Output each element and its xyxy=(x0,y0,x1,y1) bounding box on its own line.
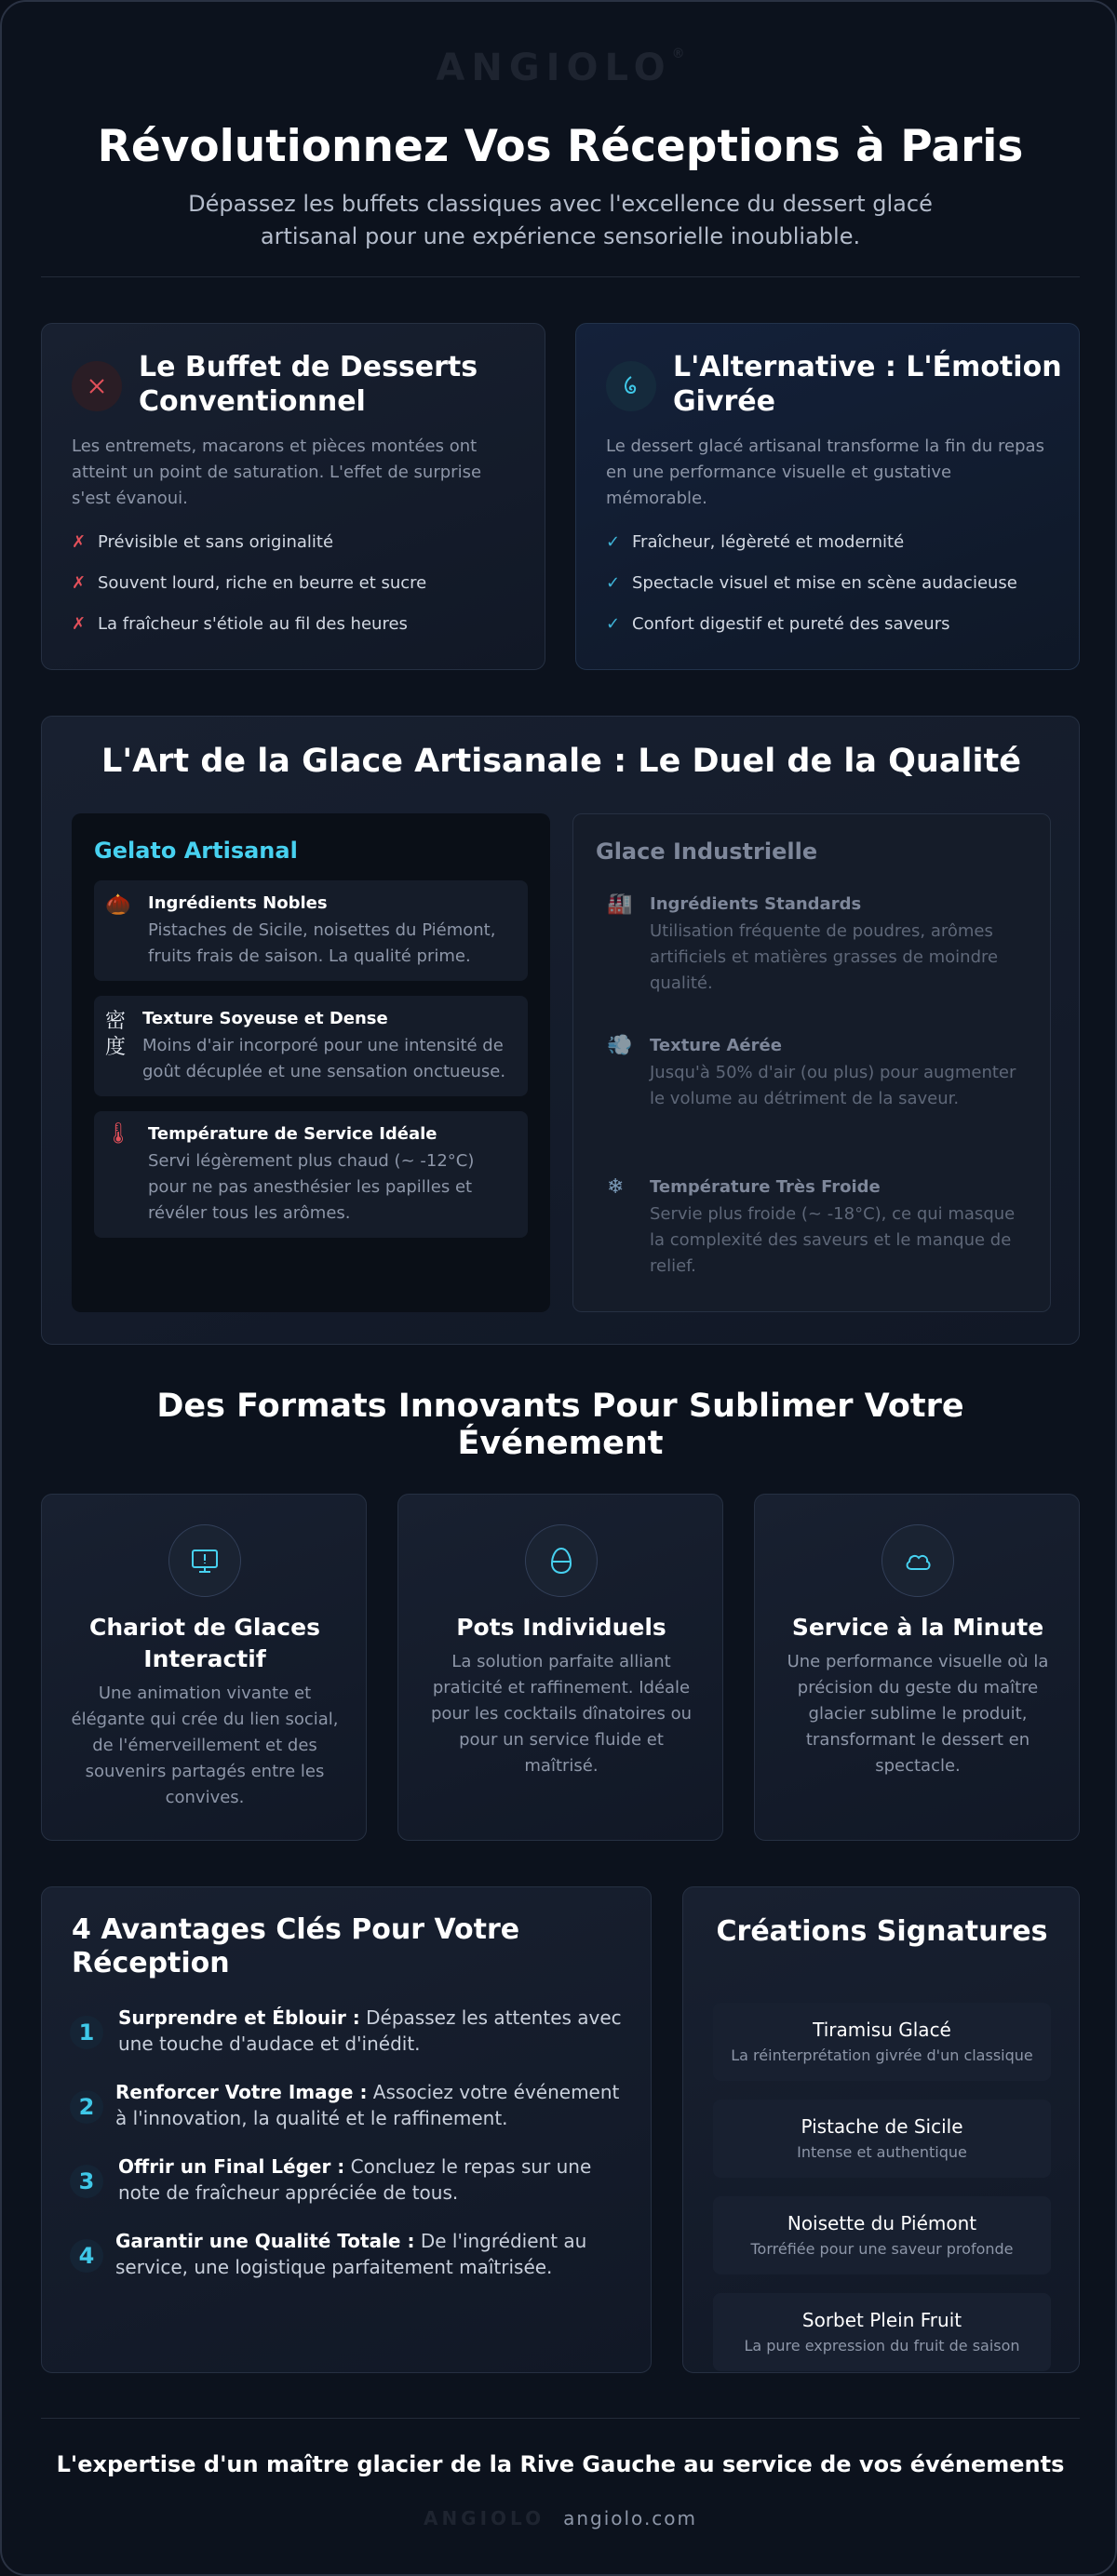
monitor-icon xyxy=(168,1524,241,1597)
footer-tagline: L'expertise d'un maître glacier de la Rive Gauche au service de vos événements xyxy=(56,2451,1065,2477)
format-card: Pots Individuels La solution parfaite alliant praticité et raffinement. Idéale pour les cocktails dînatoires ou pour un service fluide et maîtrisé. xyxy=(397,1494,723,1841)
check-icon: ✓ xyxy=(606,531,621,552)
cross-icon: ✗ xyxy=(72,531,87,552)
cloud-icon xyxy=(881,1524,954,1597)
advantage-number: 2 xyxy=(70,2090,103,2124)
signature-item: Tiramisu Glacé La réinterprétation givrée d'un classique xyxy=(713,2003,1051,2081)
alternative-point: ✓ Fraîcheur, légèreté et modernité xyxy=(606,531,905,552)
advantage-text: Renforcer Votre Image : Associez votre événement à l'innovation, la qualité et le raffinement. xyxy=(115,2081,620,2129)
footer-logo: ANGIOLO xyxy=(423,2507,545,2529)
air-icon: 💨 xyxy=(607,1034,633,1057)
conventional-point: ✗ La fraîcheur s'étiole au fil des heures xyxy=(72,613,408,634)
alternative-point: ✓ Spectacle visuel et mise en scène audacieuse xyxy=(606,572,1017,593)
cross-icon: ✗ xyxy=(72,613,87,634)
advantage-text: Offrir un Final Léger : Concluez le repas sur une note de fraîcheur appréciée de tous. xyxy=(118,2155,592,2204)
cross-icon: ✗ xyxy=(72,572,87,593)
alternative-point: ✓ Confort digestif et pureté des saveurs xyxy=(606,613,950,634)
page-subtitle: Dépassez les buffets classiques avec l'excellence du dessert glacé artisanal pour une expérience sensorielle inoubliable. xyxy=(188,191,933,249)
artisanal-feature: 🌰 Ingrédients Nobles Pistaches de Sicile, noisettes du Piémont, fruits frais de saison. La qualité prime. xyxy=(94,880,528,981)
check-icon: ✓ xyxy=(606,613,621,634)
signature-item: Pistache de Sicile Intense et authentique xyxy=(713,2100,1051,2178)
advantages-title: 4 Avantages Clés Pour Votre Réception xyxy=(72,1913,520,1979)
conventional-description: Les entremets, macarons et pièces montées ont atteint un point de saturation. L'effet de surprise s'est évanoui. xyxy=(72,436,482,508)
thermometer-icon: 🌡 xyxy=(105,1122,131,1146)
industrial-heading: Glace Industrielle xyxy=(596,839,818,865)
advantages-card xyxy=(41,1886,652,2373)
industrial-column: Glace Industrielle 🏭 Ingrédients Standards Utilisation fréquente de poudres, arômes artificiels et matières grasses de moindre qualité. 💨 Texture Aérée Jusqu'à 50% d'air (ou plus) pour augmenter le volume au détriment de la saveur. ❄ Température Très Froide Servie plus froide (~ -18°C), ce qui masque la complexité des saveurs et le manque de relief. xyxy=(572,813,1051,1312)
duel-section xyxy=(41,716,1080,1345)
signature-item: Noisette du Piémont Torréfiée pour une saveur profonde xyxy=(713,2196,1051,2274)
formats-title: Des Formats Innovants Pour Sublimer Votre Événement xyxy=(156,1388,964,1462)
signatures-card xyxy=(682,1886,1080,2373)
footer-divider xyxy=(41,2418,1080,2419)
alternative-description: Le dessert glacé artisanal transforme la fin du repas en une performance visuelle et gustative mémorable. xyxy=(606,436,1044,508)
conventional-card xyxy=(41,323,545,670)
signature-item: Sorbet Plein Fruit La pure expression du fruit de saison xyxy=(713,2293,1051,2371)
footer-brand xyxy=(2,2507,1117,2529)
advantage-number: 1 xyxy=(70,2016,103,2049)
advantage-number: 3 xyxy=(70,2165,103,2198)
artisanal-feature: 🌡 Température de Service Idéale Servi légèrement plus chaud (~ -12°C) pour ne pas anesthésier les papilles et révéler tous les arômes. xyxy=(94,1111,528,1238)
snowflake-icon: ❄ xyxy=(607,1175,625,1199)
header-divider xyxy=(41,276,1080,277)
check-icon: ✓ xyxy=(606,572,621,593)
format-card: Chariot de Glaces Interactif Une animation vivante et élégante qui crée du lien social, de l'émerveillement et des souvenirs partagés entre les convives. xyxy=(41,1494,367,1841)
nut-icon: 🌰 xyxy=(105,893,131,917)
close-icon xyxy=(72,361,122,411)
advantage-number: 4 xyxy=(70,2239,103,2273)
conventional-point: ✗ Souvent lourd, riche en beurre et sucre xyxy=(72,572,427,593)
artisanal-heading: Gelato Artisanal xyxy=(94,838,298,864)
brand-logo: ANGIOLO® xyxy=(436,47,685,89)
density-icon: 密度 xyxy=(105,1010,127,1059)
advantage-text: Garantir une Qualité Totale : De l'ingrédient au service, une logistique parfaitement maîtrisée. xyxy=(115,2230,587,2278)
advantage-text: Surprendre et Éblouir : Dépassez les attentes avec une touche d'audace et d'inédit. xyxy=(118,2006,622,2055)
artisanal-column xyxy=(72,813,550,1312)
factory-icon: 🏭 xyxy=(607,892,633,916)
egg-icon xyxy=(525,1524,598,1597)
conventional-title: Le Buffet de Desserts Conventionnel xyxy=(139,351,478,418)
format-card: Service à la Minute Une performance visuelle où la précision du geste du maître glacier sublime le produit, transformant le dessert en spectacle. xyxy=(754,1494,1080,1841)
signatures-title: Créations Signatures xyxy=(716,1915,1048,1948)
conventional-point: ✗ Prévisible et sans originalité xyxy=(72,531,334,552)
alternative-title: L'Alternative : L'Émotion Givrée xyxy=(673,351,1062,418)
website-link[interactable]: angiolo.com xyxy=(563,2507,698,2529)
duel-title: L'Art de la Glace Artisanale : Le Duel de la Qualité xyxy=(101,743,1021,780)
swirl-icon xyxy=(606,361,656,411)
artisanal-feature: 密度 Texture Soyeuse et Dense Moins d'air incorporé pour une intensité de goût décuplée et une sensation onctueuse. xyxy=(94,996,528,1096)
page-title: Révolutionnez Vos Réceptions à Paris xyxy=(97,121,1024,172)
alternative-card xyxy=(575,323,1080,670)
